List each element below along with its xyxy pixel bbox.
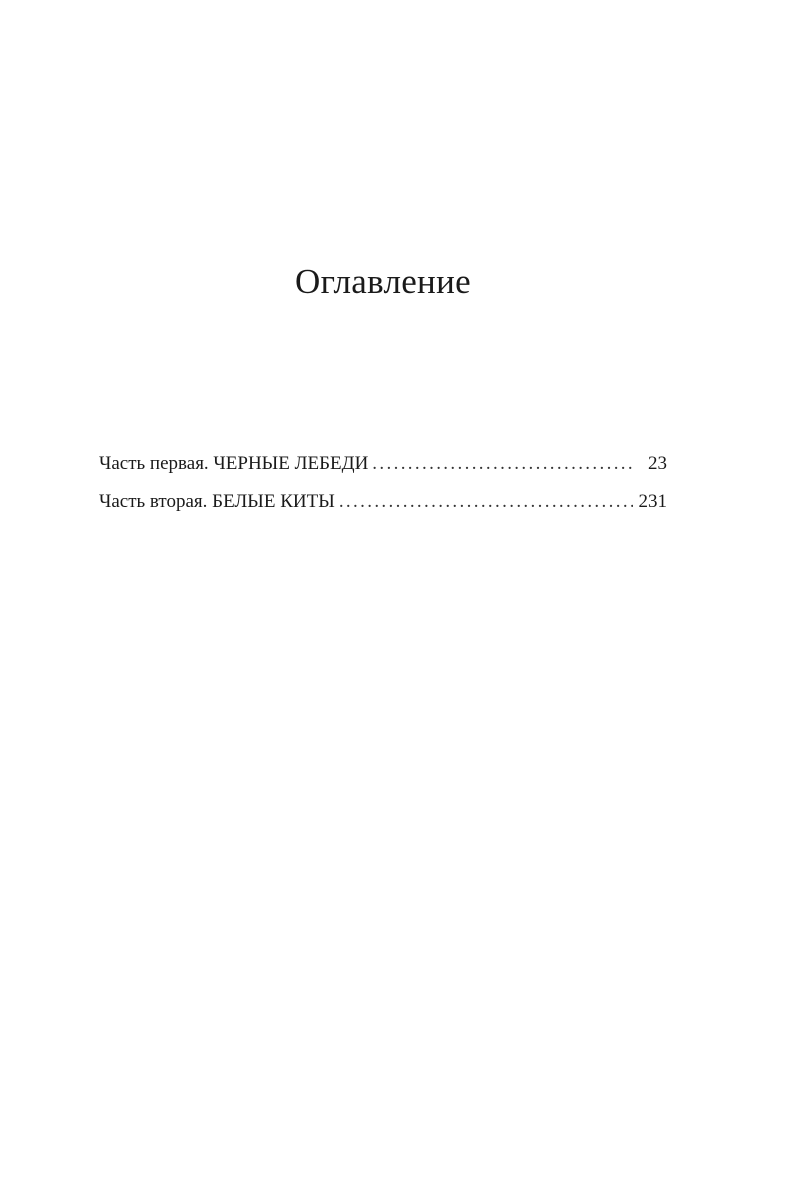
toc-entry-page-number: 23 bbox=[648, 453, 667, 474]
toc-entry-label: Часть первая. ЧЕРНЫЕ ЛЕБЕДИ bbox=[99, 453, 369, 474]
toc-entry-page-number: 231 bbox=[638, 491, 667, 512]
toc-entry-part-two[interactable] bbox=[99, 490, 667, 528]
toc-entry-label: Часть вторая. БЕЛЫЕ КИТЫ bbox=[99, 491, 335, 512]
dot-leader bbox=[339, 490, 633, 514]
table-of-contents bbox=[99, 452, 667, 528]
toc-entry-part-one[interactable] bbox=[99, 452, 667, 490]
dot-leader bbox=[372, 452, 633, 476]
page-title: Оглавление bbox=[295, 262, 471, 301]
